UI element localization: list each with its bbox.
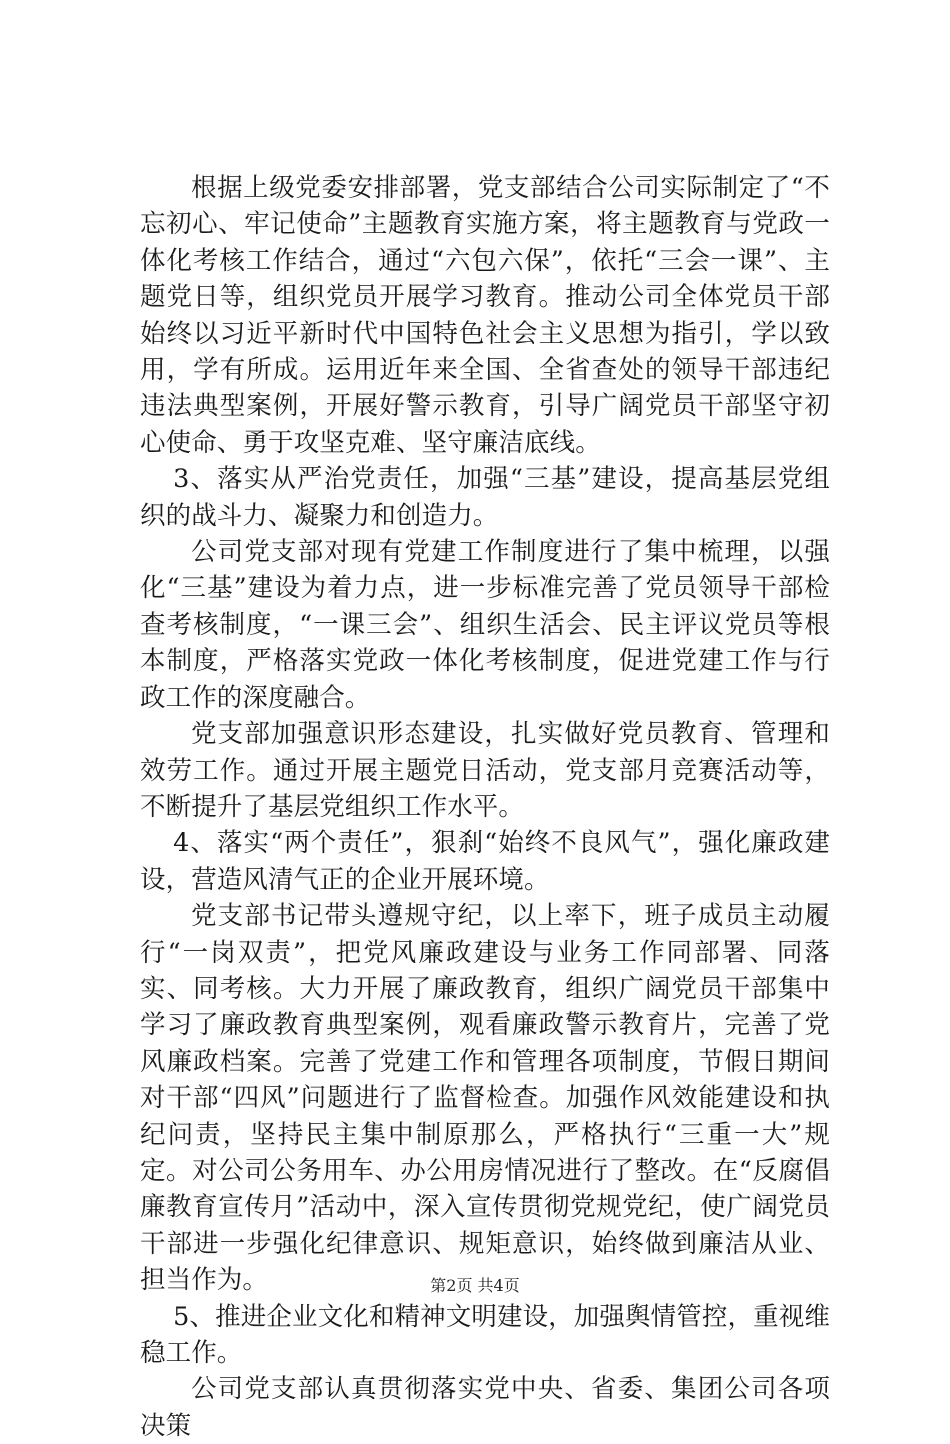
heading-section-3: 3、落实从严治党责任，加强“三基”建设，提高基层党组织的战斗力、凝聚力和创造力。 — [140, 464, 830, 531]
paragraph-ideology-building: 党支部加强意识形态建设，扎实做好党员教育、管理和效劳工作。通过开展主题党日活动，党支部月竞赛活动等，不断提升了基层党组织工作水平。 — [140, 719, 830, 822]
heading-section-4: 4、落实“两个责任”，狠刹“始终不良风气”，强化廉政建设，营造风清气正的企业开展环境。 — [140, 828, 830, 895]
page-number-label: 第2页 共4页 — [430, 1276, 520, 1295]
document-body — [140, 170, 830, 1444]
paragraph-integrity-building: 党支部书记带头遵规守纪，以上率下，班子成员主动履行“一岗双责”，把党风廉政建设与业务工作同部署、同落实、同考核。大力开展了廉政教育，组织广阔党员干部集中学习了廉政教育典型案例，观看廉政警示教育片，完善了党风廉政档案。完善了党建工作和管理各项制度，节假日期间对干部“四风”问题进行了监督检查。加强作风效能建设和执纪问责，坚持民主集中制原那么，严格执行“三重一大”规定。对公司公务用车、办公用房情况进行了整改。在“反腐倡廉教育宣传月”活动中，深入宣传贯彻党规党纪，使广阔党员干部进一步强化纪律意识、规矩意识，始终做到廉洁从业、担当作为。 — [140, 901, 830, 1296]
paragraph-system-review: 公司党支部对现有党建工作制度进行了集中梳理，以强化“三基”建设为着力点，进一步标准完善了党员领导干部检查考核制度，“一课三会”、组织生活会、民主评议党员等根本制度，严格落实党政一体化考核制度，促进党建工作与行政工作的深度融合。 — [140, 537, 830, 713]
heading-section-5: 5、推进企业文化和精神文明建设，加强舆情管控，重视维稳工作。 — [140, 1301, 830, 1368]
paragraph-culture-building: 公司党支部认真贯彻落实党中央、省委、集团公司各项决策 — [140, 1374, 830, 1441]
page-footer — [0, 1276, 950, 1296]
paragraph-theme-education: 根据上级党委安排部署，党支部结合公司实际制定了“不忘初心、牢记使命”主题教育实施方案，将主题教育与党政一体化考核工作结合，通过“六包六保”，依托“三会一课”、主题党日等，组织党员开展学习教育。推动公司全体党员干部始终以习近平新时代中国特色社会主义思想为指引，学以致用，学有所成。运用近年来全国、全省查处的领导干部违纪违法典型案例，开展好警示教育，引导广阔党员干部坚守初心使命、勇于攻坚克难、坚守廉洁底线。 — [140, 173, 830, 458]
